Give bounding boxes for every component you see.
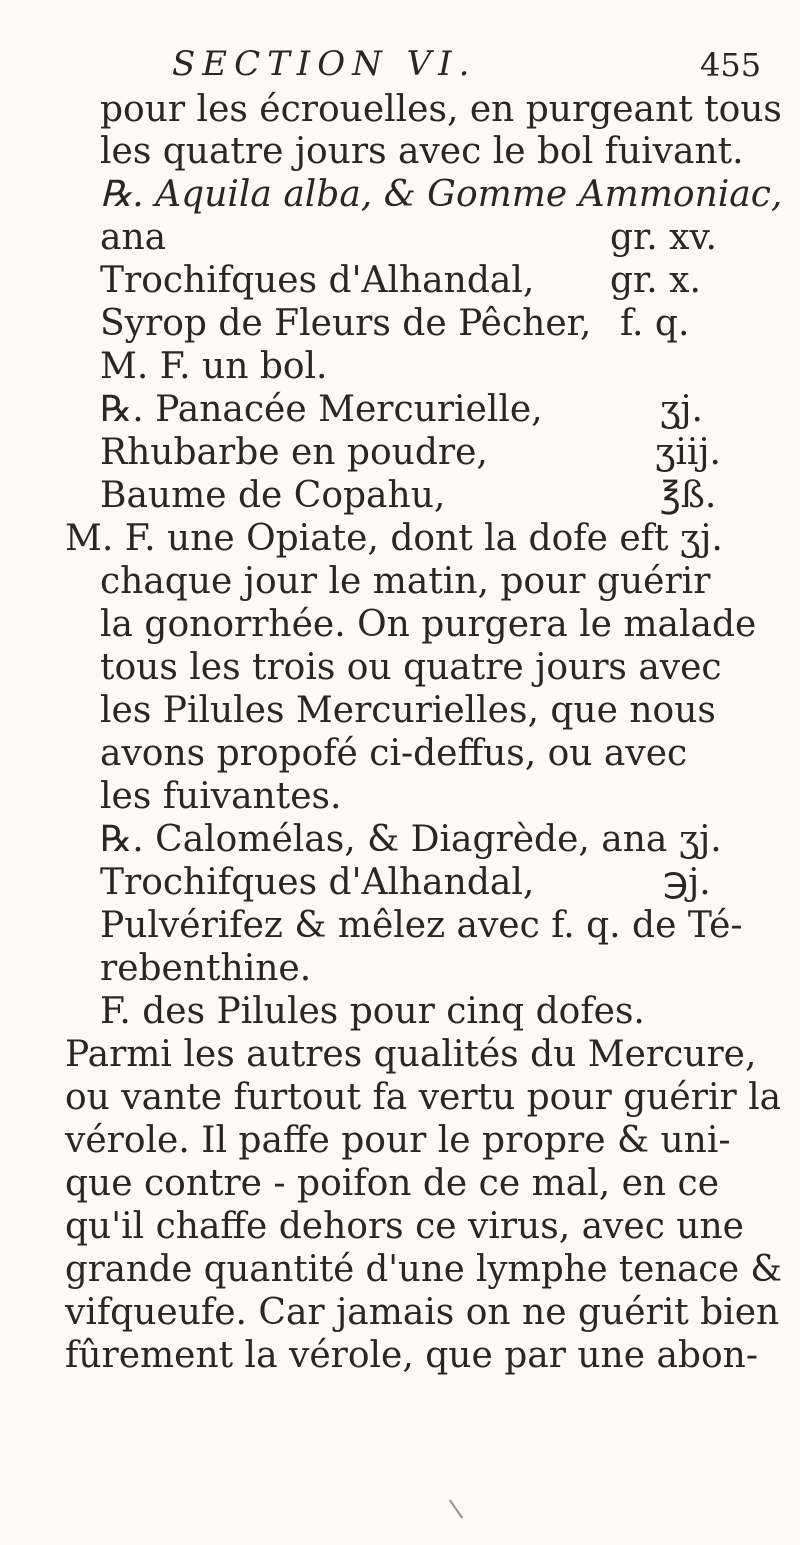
paper-mark [449,1499,463,1518]
text-line: les fuivantes. [100,776,342,817]
text-line: Trochifques d'Alhandal, [100,260,535,301]
text-line: Syrop de Fleurs de Pêcher, [100,303,592,344]
text-line: que contre - poifon de ce mal, en ce [65,1163,719,1204]
text-line: Trochifques d'Alhandal, [100,862,535,903]
text-line: les quatre jours avec le bol fuivant. [100,131,744,172]
text-line: chaque jour le matin, pour guérir [100,561,711,602]
text-line: vifqueufe. Car jamais on ne guérit bien [65,1292,780,1333]
dose-quantity: ℥ß. [660,475,717,516]
text-line: F. des Pilules pour cinq dofes. [100,991,645,1032]
running-title: SECTION VI. [172,44,477,84]
prescription-line: ℞. Calomélas, & Diagrède, ana ʒj. [100,819,722,860]
text-line: Parmi les autres qualités du Mercure, [65,1034,757,1075]
dose-quantity: f. q. [620,303,690,344]
text-line: fûrement la vérole, que par une abon- [65,1335,758,1376]
text-line: pour les écrouelles, en purgeant tous [100,89,782,130]
text-line: Rhubarbe en poudre, [100,432,488,473]
dose-quantity: gr. x. [610,260,701,301]
prescription-line: ℞. Panacée Mercurielle, [100,389,543,430]
dose-quantity: ℈j. [663,862,711,903]
dose-quantity: ʒj. [660,389,703,430]
text-line: grande quantité d'une lymphe tenace & [65,1249,782,1290]
text-line: vérole. Il paffe pour le propre & uni- [65,1120,731,1161]
text-line: avons propofé ci-deffus, ou avec [100,733,688,774]
running-header [0,44,800,94]
text-line: M. F. une Opiate, dont la dofe eft ʒj. [65,518,723,559]
prescription-line: ℞. Aquila alba, & Gomme Ammoniac, [100,174,783,215]
dose-quantity: ʒiij. [655,432,721,473]
text-line: Pulvérifez & mêlez avec f. q. de Té- [100,905,743,946]
text-line: Baume de Copahu, [100,475,446,516]
text-line: M. F. un bol. [100,346,328,387]
text-line: ana [100,217,167,258]
text-line: les Pilules Mercurielles, que nous [100,690,716,731]
page-number: 455 [700,46,762,84]
text-line: qu'il chaffe dehors ce virus, avec une [65,1206,744,1247]
text-line: tous les trois ou quatre jours avec [100,647,722,688]
dose-quantity: gr. xv. [610,217,717,258]
text-line: rebenthine. [100,948,312,989]
text-line: la gonorrhée. On purgera le malade [100,604,757,645]
text-line: ou vante furtout fa vertu pour guérir la [65,1077,782,1118]
